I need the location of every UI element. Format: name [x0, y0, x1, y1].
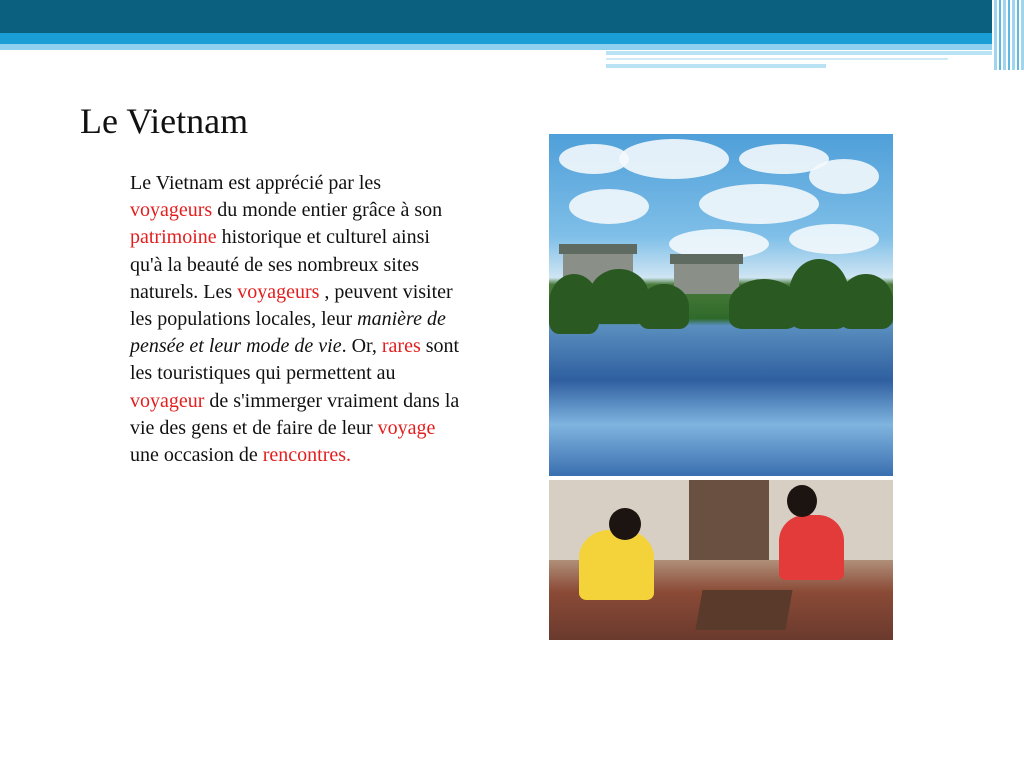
- slide-title: Le Vietnam: [80, 101, 249, 141]
- header-stripes: [992, 0, 1024, 70]
- highlighted-word: rencontres.: [262, 444, 352, 467]
- lake-village-photo: [549, 134, 893, 476]
- highlighted-word: voyageurs: [130, 199, 213, 222]
- locals-working-photo: [549, 480, 893, 640]
- italic-phrase: manière de pensée et leur mode de vie: [130, 308, 446, 358]
- highlighted-word: voyage: [377, 416, 436, 439]
- body-segment: de s'immerger vraiment dans la vie des gens et de faire de leur: [130, 389, 460, 439]
- header-band-dark: [0, 0, 1024, 33]
- header-line: [606, 58, 948, 60]
- highlighted-word: voyageurs: [237, 280, 320, 303]
- body-segment: . Or,: [341, 335, 382, 358]
- header-line: [606, 51, 1024, 55]
- body-segment: du monde entier grâce à son: [212, 199, 443, 222]
- body-segment: , peuvent visiter les populations locales, leur: [130, 280, 453, 331]
- highlighted-word: patrimoine: [130, 226, 217, 249]
- highlighted-word: voyageur: [130, 389, 205, 412]
- body-segment: sont les touristiques qui permettent au: [130, 335, 460, 385]
- body-segment: Le Vietnam est apprécié par les: [130, 172, 382, 194]
- body-segment: historique et culturel ainsi qu'à la beauté de ses nombreux sites naturels. Les: [130, 226, 430, 303]
- header-line: [606, 64, 826, 68]
- header-band-blue: [0, 33, 1024, 44]
- slide-body-text: [130, 170, 460, 469]
- highlighted-word: rares: [381, 335, 421, 358]
- header-band-light: [0, 44, 1024, 50]
- body-segment: une occasion de: [130, 444, 263, 467]
